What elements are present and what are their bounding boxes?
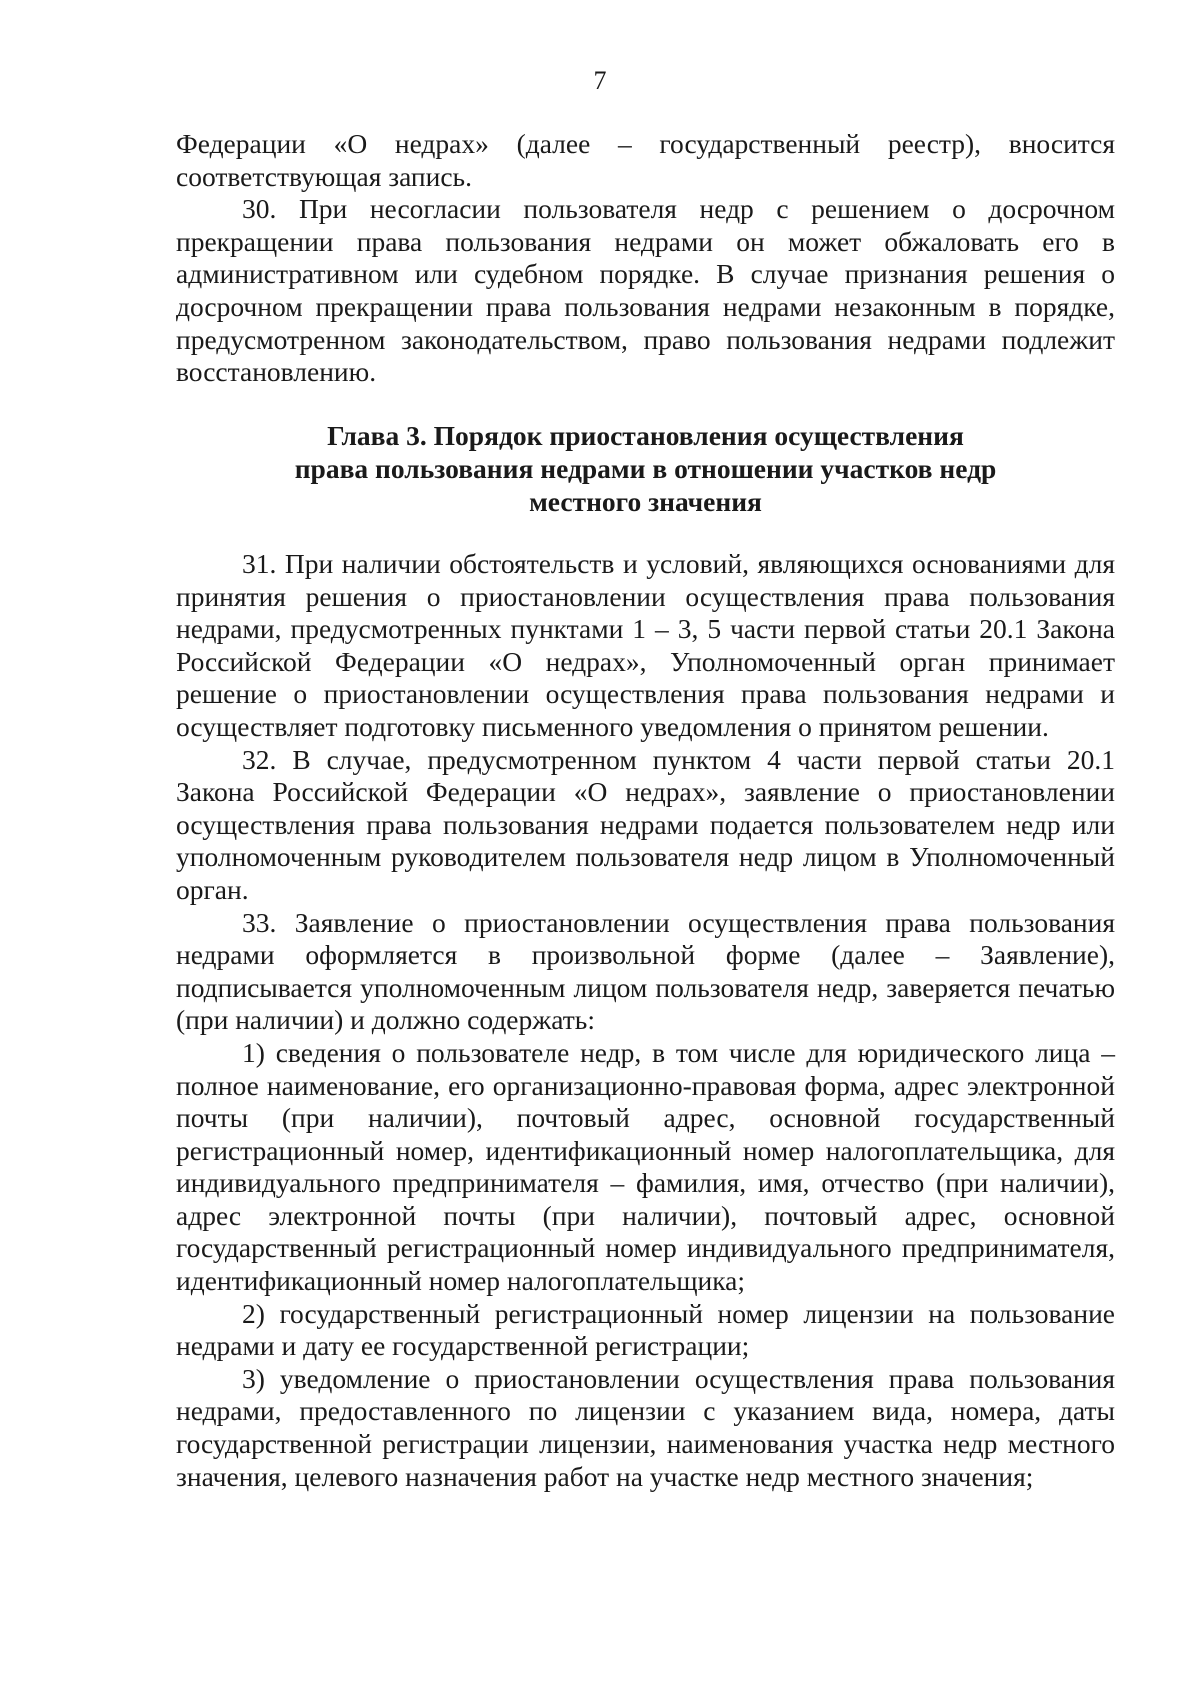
list-item-1: 1) сведения о пользователе недр, в том числе для юридического лица – полное наименование, его организационно-правовая форма, адрес электронной почты (при наличии), почтовый адрес, основной государственный регистрационный номер, идентификационный номер налогоплательщика, для индивидуального предпринимателя – фамилия, имя, отчество (при наличии), адрес электронной почты (при наличии), почтовый адрес, основной государственный регистрационный номер индивидуального предпринимателя, идентификационный номер налогоплательщика;	[176, 1036, 1115, 1297]
paragraph-33: 33. Заявление о приостановлении осуществления права пользования недрами оформляется в произвольной форме (далее – Заявление), подписывается уполномоченным лицом пользователя недр, заверяется печатью (при наличии) и должно содержать:	[176, 906, 1115, 1036]
main-text-block	[176, 548, 1115, 1493]
paragraph-32: 32. В случае, предусмотренном пунктом 4 части первой статьи 20.1 Закона Российской Федерации «О недрах», заявление о приостановлении осуществления права пользования недрами подается пользователем недр или уполномоченным руководителем пользователя недр лицом в Уполномоченный орган.	[176, 743, 1115, 905]
chapter-heading-line-3: местного значения	[529, 485, 762, 517]
page-number: 7	[593, 66, 607, 95]
paragraph-31: 31. При наличии обстоятельств и условий, являющихся основаниями для принятия решения о приостановлении осуществления права пользования недрами, предусмотренных пунктами 1 – 3, 5 части первой статьи 20.1 Закона Российской Федерации «О недрах», Уполномоченный орган принимает решение о приостановлении осуществления права пользования недрами и осуществляет подготовку письменного уведомления о принятом решении.	[176, 548, 1115, 742]
top-text-block	[176, 128, 1115, 389]
chapter-heading-line-2: права пользования недрами в отношении участков недр	[294, 452, 997, 484]
continuation-paragraph: Федерации «О недрах» (далее – государственный реестр), вносится соответствующая запись.	[176, 128, 1115, 192]
chapter-heading-line-1: Глава 3. Порядок приостановления осуществления	[327, 420, 964, 451]
list-item-3: 3) уведомление о приостановлении осуществления права пользования недрами, предоставленного по лицензии с указанием вида, номера, даты государственной регистрации лицензии, наименования участка недр местного значения, целевого назначения работ на участке недр местного значения;	[176, 1362, 1115, 1492]
chapter-heading	[176, 420, 1115, 518]
paragraph-30: 30. При несогласии пользователя недр с решением о досрочном прекращении права пользования недрами он может обжаловать его в административном или судебном порядке. В случае признания решения о досрочном прекращении права пользования недрами незаконным в порядке, предусмотренном законодательством, право пользования недрами подлежит восстановлению.	[176, 193, 1115, 388]
list-item-2: 2) государственный регистрационный номер лицензии на пользование недрами и дату ее государственной регистрации;	[176, 1297, 1115, 1362]
